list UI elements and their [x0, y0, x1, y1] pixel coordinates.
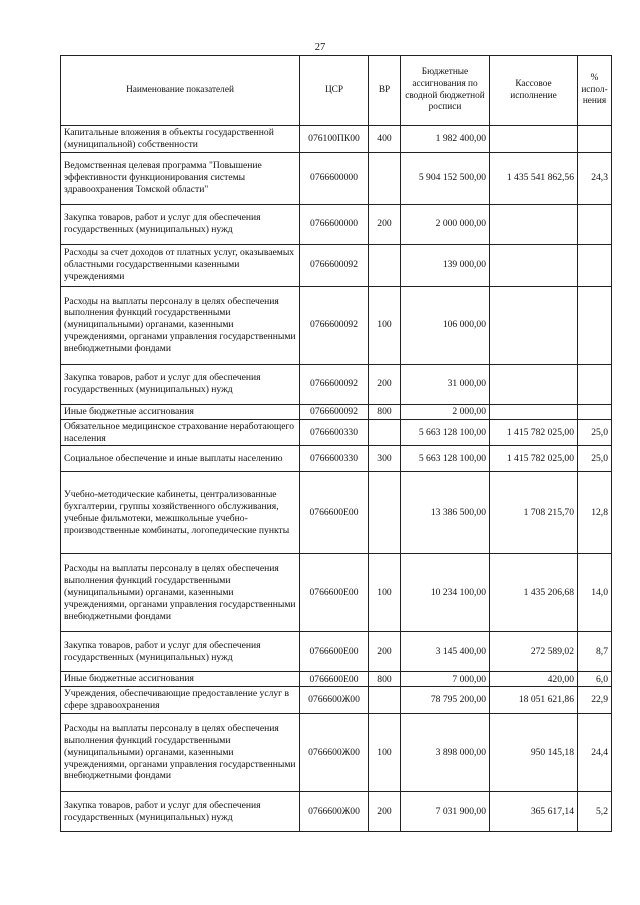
row-percent [578, 204, 612, 244]
row-csr: 0766600Е00 [300, 554, 369, 632]
row-name: Расходы на выплаты персоналу в целях обеспечения выполнения функций государственными (муниципальными) органами, казенными учреждениями, органами управления государственными внебюджетными фондами [61, 714, 300, 792]
row-budget: 1 982 400,00 [401, 126, 490, 153]
row-cash [490, 126, 578, 153]
row-vr [369, 244, 401, 286]
row-budget: 5 663 128 100,00 [401, 446, 490, 472]
row-cash: 272 589,02 [490, 632, 578, 672]
row-budget: 3 898 000,00 [401, 714, 490, 792]
table-row [61, 364, 612, 404]
row-percent: 8,7 [578, 632, 612, 672]
row-cash [490, 364, 578, 404]
row-cash: 1 435 541 862,56 [490, 152, 578, 204]
row-budget: 3 145 400,00 [401, 632, 490, 672]
row-name: Закупка товаров, работ и услуг для обеспечения государственных (муниципальных) нужд [61, 792, 300, 832]
row-name: Закупка товаров, работ и услуг для обеспечения государственных (муниципальных) нужд [61, 364, 300, 404]
table-row [61, 672, 612, 687]
table-row [61, 404, 612, 419]
row-csr: 0766600Е00 [300, 472, 369, 554]
row-budget: 5 904 152 500,00 [401, 152, 490, 204]
row-budget: 139 000,00 [401, 244, 490, 286]
row-csr: 0766600Е00 [300, 672, 369, 687]
row-csr: 0766600000 [300, 204, 369, 244]
row-name: Иные бюджетные ассигнования [61, 672, 300, 687]
row-vr: 400 [369, 126, 401, 153]
table-row [61, 419, 612, 446]
row-name: Учебно-методические кабинеты, централизованные бухгалтерии, группы хозяйственного обслуживания, учебные фильмотеки, межшкольные учебно-производственные комбинаты, логопедические пункты [61, 472, 300, 554]
row-budget: 7 000,00 [401, 672, 490, 687]
table-row [61, 687, 612, 714]
row-name: Расходы на выплаты персоналу в целях обеспечения выполнения функций государственными (муниципальными) органами, казенными учреждениями, органами управления государственными внебюджетными фондами [61, 286, 300, 364]
row-budget: 31 000,00 [401, 364, 490, 404]
row-vr: 100 [369, 554, 401, 632]
row-cash: 1 415 782 025,00 [490, 419, 578, 446]
row-budget: 10 234 100,00 [401, 554, 490, 632]
row-name: Закупка товаров, работ и услуг для обеспечения государственных (муниципальных) нужд [61, 204, 300, 244]
row-percent: 25,0 [578, 446, 612, 472]
table-row [61, 792, 612, 832]
budget-execution-table [60, 55, 612, 832]
row-budget: 78 795 200,00 [401, 687, 490, 714]
table-header-row [61, 56, 612, 126]
table-row [61, 554, 612, 632]
row-vr: 200 [369, 792, 401, 832]
row-vr [369, 152, 401, 204]
row-vr [369, 419, 401, 446]
row-cash: 1 415 782 025,00 [490, 446, 578, 472]
row-cash: 18 051 621,86 [490, 687, 578, 714]
row-cash: 1 708 215,70 [490, 472, 578, 554]
row-vr: 800 [369, 404, 401, 419]
row-csr: 0766600092 [300, 286, 369, 364]
row-csr: 0766600092 [300, 364, 369, 404]
row-vr: 800 [369, 672, 401, 687]
row-percent: 24,3 [578, 152, 612, 204]
row-budget: 5 663 128 100,00 [401, 419, 490, 446]
row-cash: 365 617,14 [490, 792, 578, 832]
row-percent [578, 364, 612, 404]
header-name: Наименование показателей [61, 56, 300, 126]
row-cash [490, 244, 578, 286]
row-csr: 0766600330 [300, 419, 369, 446]
row-name: Учреждения, обеспечивающие предоставление услуг в сфере здравоохранения [61, 687, 300, 714]
table-row [61, 446, 612, 472]
row-name: Расходы на выплаты персоналу в целях обеспечения выполнения функций государственными (муниципальными) органами, казенными учреждениями, органами управления государственными внебюджетными фондами [61, 554, 300, 632]
row-budget: 7 031 900,00 [401, 792, 490, 832]
row-name: Расходы за счет доходов от платных услуг, оказываемых областными государственными казенными учреждениями [61, 244, 300, 286]
row-percent: 14,0 [578, 554, 612, 632]
table-row [61, 126, 612, 153]
table-row [61, 244, 612, 286]
table-row [61, 152, 612, 204]
row-cash [490, 404, 578, 419]
row-name: Ведомственная целевая программа "Повышение эффективности функционирования системы здравоохранения Томской области" [61, 152, 300, 204]
row-vr: 200 [369, 204, 401, 244]
table-row [61, 204, 612, 244]
row-csr: 0766600Ж00 [300, 792, 369, 832]
row-name: Обязательное медицинское страхование неработающего населения [61, 419, 300, 446]
row-vr [369, 687, 401, 714]
row-csr: 0766600092 [300, 404, 369, 419]
row-cash: 420,00 [490, 672, 578, 687]
row-vr: 200 [369, 364, 401, 404]
row-csr: 0766600000 [300, 152, 369, 204]
table-row [61, 286, 612, 364]
row-csr: 076100ПК00 [300, 126, 369, 153]
row-name: Капитальные вложения в объекты государственной (муниципальной) собственности [61, 126, 300, 153]
row-csr: 0766600Ж00 [300, 714, 369, 792]
header-budget: Бюджетные ассигнования по сводной бюджетной росписи [401, 56, 490, 126]
row-percent [578, 286, 612, 364]
row-vr: 100 [369, 714, 401, 792]
table-row [61, 472, 612, 554]
row-cash [490, 204, 578, 244]
row-budget: 13 386 500,00 [401, 472, 490, 554]
header-csr: ЦСР [300, 56, 369, 126]
table-row [61, 632, 612, 672]
row-vr: 200 [369, 632, 401, 672]
row-budget: 2 000 000,00 [401, 204, 490, 244]
row-cash: 1 435 206,68 [490, 554, 578, 632]
row-vr: 100 [369, 286, 401, 364]
row-percent: 25,0 [578, 419, 612, 446]
row-percent [578, 244, 612, 286]
row-percent [578, 126, 612, 153]
row-cash [490, 286, 578, 364]
row-budget: 2 000,00 [401, 404, 490, 419]
page-number: 27 [314, 42, 326, 53]
row-budget: 106 000,00 [401, 286, 490, 364]
row-csr: 0766600Е00 [300, 632, 369, 672]
row-vr: 300 [369, 446, 401, 472]
row-csr: 0766600Ж00 [300, 687, 369, 714]
table-body [61, 126, 612, 832]
row-percent: 24,4 [578, 714, 612, 792]
header-vr: ВР [369, 56, 401, 126]
row-name: Закупка товаров, работ и услуг для обеспечения государственных (муниципальных) нужд [61, 632, 300, 672]
row-cash: 950 145,18 [490, 714, 578, 792]
header-percent: % испол- нения [578, 56, 612, 126]
row-vr [369, 472, 401, 554]
table-row [61, 714, 612, 792]
header-cash: Кассовое исполнение [490, 56, 578, 126]
row-csr: 0766600092 [300, 244, 369, 286]
row-name: Социальное обеспечение и иные выплаты населению [61, 446, 300, 472]
row-percent: 12,8 [578, 472, 612, 554]
row-percent: 5,2 [578, 792, 612, 832]
row-percent: 22,9 [578, 687, 612, 714]
row-name: Иные бюджетные ассигнования [61, 404, 300, 419]
row-csr: 0766600330 [300, 446, 369, 472]
row-percent [578, 404, 612, 419]
row-percent: 6,0 [578, 672, 612, 687]
